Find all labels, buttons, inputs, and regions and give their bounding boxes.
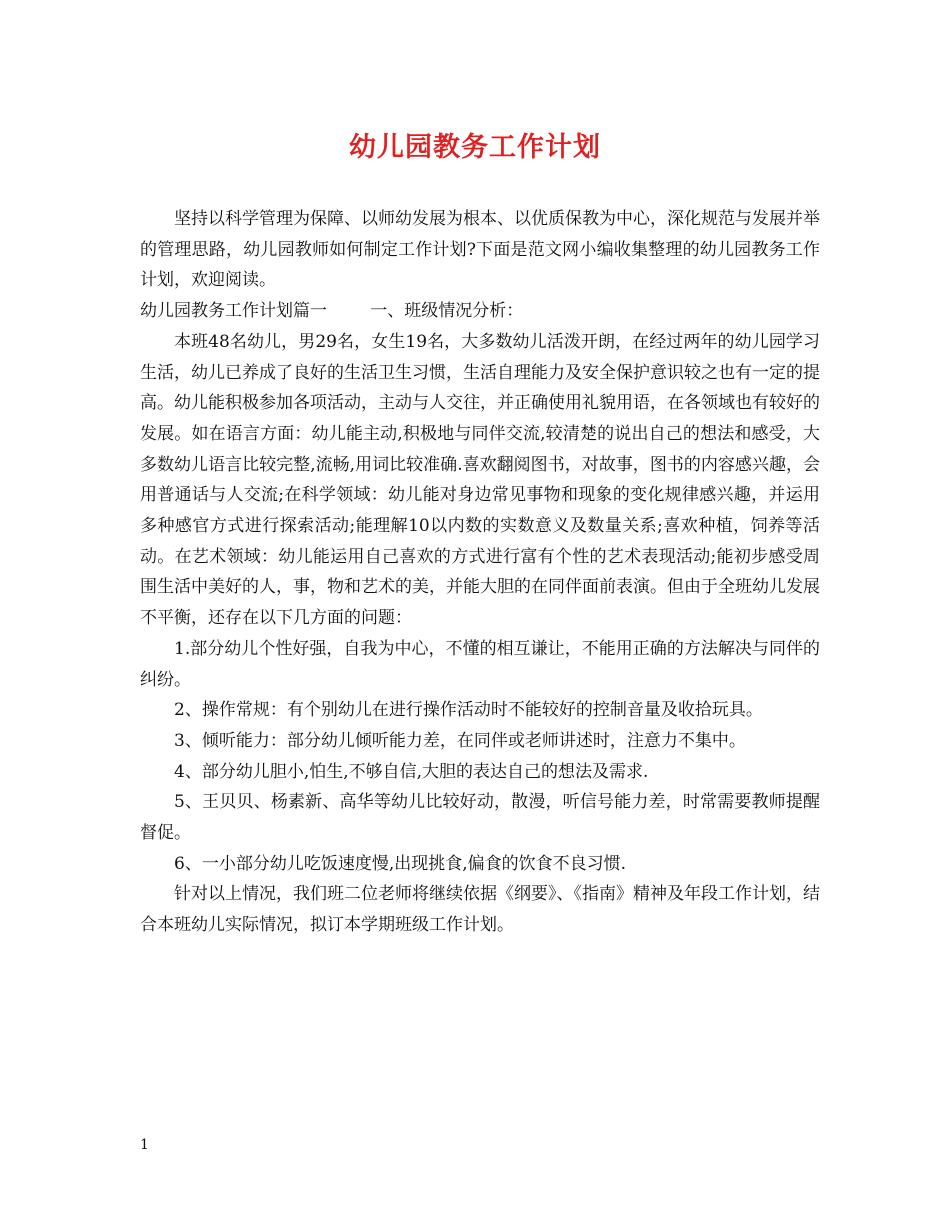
problem-item-5: 5、王贝贝、杨素新、高华等幼儿比较好动，散漫，听信号能力差，时常需要教师提醒督促。 [140, 792, 820, 844]
page-number: 1 [140, 1137, 149, 1153]
problem-item-4: 4、部分幼儿胆小,怕生,不够自信,大胆的表达自己的想法及需求. [174, 761, 649, 782]
section-heading: 幼儿园教务工作计划篇一 [140, 301, 327, 322]
section-heading-line [140, 296, 820, 327]
document-title: 幼儿园教务工作计划 [349, 132, 601, 163]
problem-item-6: 6、一小部分幼儿吃饭速度慢,出现挑食,偏食的饮食不良习惯. [174, 853, 627, 874]
subsection-heading: 一、班级情况分析： [370, 301, 524, 322]
problem-item-2: 2、操作常规：有个别幼儿在进行操作活动时不能较好的控制音量及收拾玩具。 [174, 700, 763, 721]
document-body [140, 204, 820, 941]
problem-item-3: 3、倾听能力：部分幼儿倾听能力差，在同伴或老师讲述时，注意力不集中。 [174, 730, 746, 751]
analysis-paragraph: 本班48名幼儿，男29名，女生19名，大多数幼儿活泼开朗，在经过两年的幼儿园学习生活，幼儿已养成了良好的生活卫生习惯，生活自理能力及安全保护意识较之也有一定的提高。幼儿能积极参加各项活动，主动与人交往，并正确使用礼貌用语，在各领域也有较好的发展。如在语言方面：幼儿能主动,积极地与同伴交流,较清楚的说出自己的想法和感受，大多数幼儿语言比较完整,流畅,用词比较准确.喜欢翻阅图书，对故事，图书的内容感兴趣，会用普通话与人交流;在科学领域：幼儿能对身边常见事物和现象的变化规律感兴趣，并运用多种感官方式进行探索活动;能理解10以内数的实数意义及数量关系;喜欢种植，饲养等活动。在艺术领域：幼儿能运用自己喜欢的方式进行富有个性的艺术表现活动;能初步感受周围生活中美好的人，事，物和艺术的美，并能大胆的在同伴面前表演。但由于全班幼儿发展不平衡，还存在以下几方面的问题： [140, 331, 820, 629]
problem-item-1: 1.部分幼儿个性好强，自我为中心，不懂的相互谦让，不能用正确的方法解决与同伴的纠纷。 [140, 638, 820, 690]
intro-paragraph: 坚持以科学管理为保障、以师幼发展为根本、以优质保教为中心，深化规范与发展并举的管理思路，幼儿园教师如何制定工作计划?下面是范文网小编收集整理的幼儿园教务工作计划，欢迎阅读。 [140, 209, 820, 291]
conclusion-paragraph: 针对以上情况，我们班二位老师将继续依据《纲要》、《指南》精神及年段工作计划，结合本班幼儿实际情况，拟订本学期班级工作计划。 [140, 884, 820, 936]
